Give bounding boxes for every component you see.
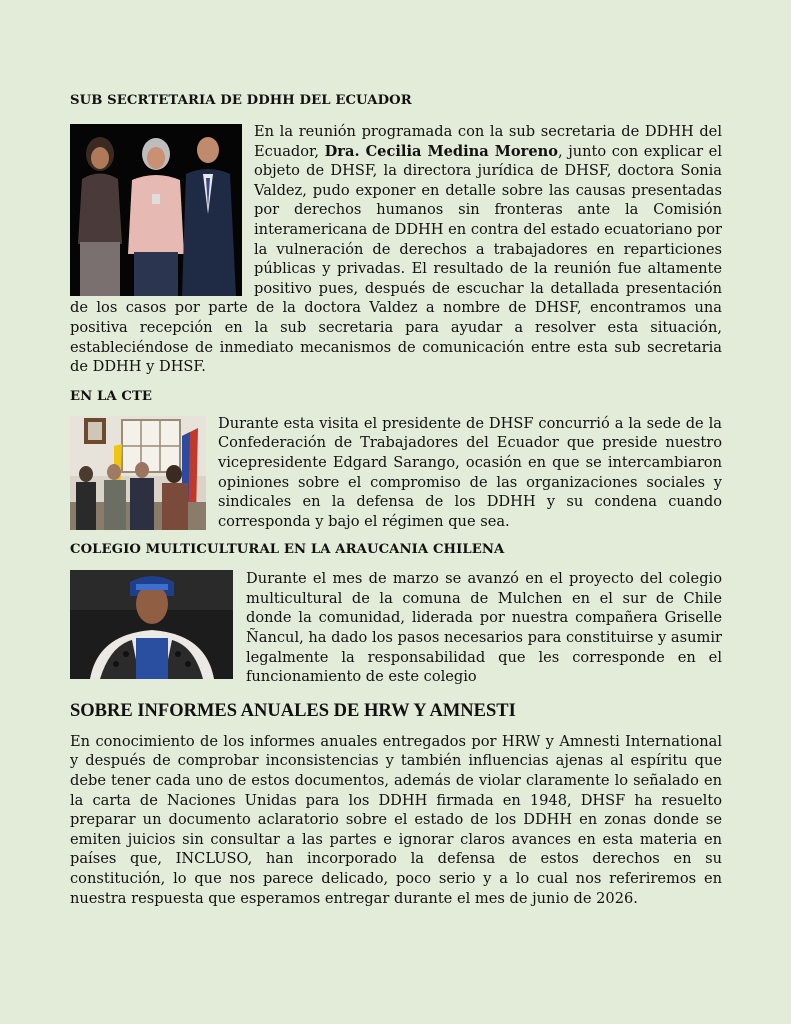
highlighted-name: Dra. Cecilia Medina Moreno [324,142,558,160]
photo-subsecretaria-meeting [70,124,242,296]
section-colegio [70,541,722,687]
photo-griselle-nancul [70,570,233,679]
section-title: EN LA CTE [70,388,153,404]
section-body: En conocimiento de los informes anuales entregados por HRW y Amnesti International y después de comprobar inconsistencias y también influencias ajenas al espíritu que debe tener cada uno de estos documentos, además de violar claramente lo señalado en la carta de Naciones Unidas para los DDHH firmada en 1948, DHSF ha resuelto preparar un documento aclaratorio sobre el estado de los DDHH en zonas donde se emiten juicios sin consultar a las partes e ignorar claros avances en esta materia en países que, INCLUSO, han incorporado la defensa de estos derechos en su constitución, lo que nos parece delicado, poco serio y a lo cual nos referiremos en nuestra respuesta que esperamos entregar durante el mes de junio de 2026. [70,732,722,907]
photo-cte-visit [70,416,206,530]
section-subsecretaria [70,92,722,377]
section-body: Durante esta visita el presidente de DHSF concurrió a la sede de la Confederación de Trabajadores del Ecuador que preside nuestro vicepresidente Edgard Sarango, ocasión en que se intercambiaron opiniones sobre el compromiso de las organizaciones sociales y sindicales en la defensa de los DDHH y su condena cuando corresponda y bajo el régimen que sea. [218,414,722,530]
section-informes [70,699,722,908]
section-title: SUB SECRTETARIA DE DDHH DEL ECUADOR [70,93,412,108]
section-cte [70,388,722,532]
section-body: En la reunión programada con la sub secretaria de DDHH del Ecuador, Dra. Cecilia Medina Moreno, junto con explicar el objeto de DHSF, la directora jurídica de DHSF, doctora Sonia Valdez, pudo exponer en detalle sobre las causas presentadas por derechos humanos sin fronteras ante la Comisión interamericana de DDHH en contra del estado ecuatoriano por la vulneración de derechos a trabajadores en reparticiones públicas y privadas. El resultado de la reunión fue altamente positivo pues, después de escuchar la detallada presentación de los casos por parte de la doctora Valdez a nombre de DHSF, encontramos una positiva recepción en la sub secretaria para ayudar a resolver esta situación, estableciéndose de inmediato mecanismos de comunicación entre esta sub secretaria de DDHH y DHSF. [70,123,722,376]
section-title: SOBRE INFORMES ANUALES DE HRW Y AMNESTI [70,700,516,721]
newsletter-page [70,92,722,908]
section-title: COLEGIO MULTICULTURAL EN LA ARAUCANIA CHILENA [70,542,505,558]
section-body: Durante el mes de marzo se avanzó en el proyecto del colegio multicultural de la comuna de Mulchen en el sur de Chile donde la comunidad, liderada por nuestra compañera Griselle Ñancul, ha dado los pasos necesarios para constituirse y asumir legalmente la responsabilidad que les corresponde en el funcionamiento de este colegio [246,570,722,686]
